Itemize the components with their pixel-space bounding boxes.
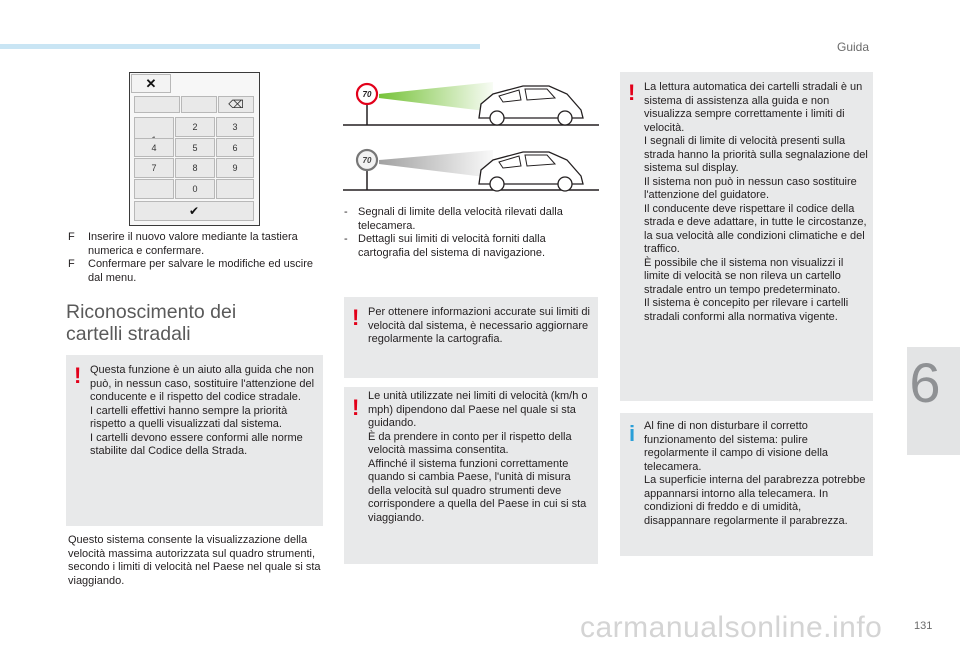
- warning-text: [644, 81, 872, 324]
- close-icon: ✕: [131, 74, 171, 93]
- warning-icon: !: [352, 395, 360, 420]
- sign-value: 70: [362, 156, 372, 165]
- warning-icon: !: [352, 305, 360, 330]
- warning-text: [90, 364, 320, 459]
- keypad-blank: [181, 96, 217, 113]
- dash-item: [344, 206, 596, 233]
- confirm-icon: ✔: [134, 201, 254, 221]
- warning-line: È da prendere in conto per il rispetto della velocità massima consentita.: [368, 430, 572, 456]
- sign-value: 70: [362, 90, 372, 99]
- camera-beam: [379, 150, 493, 178]
- warning-box: [344, 297, 598, 378]
- warning-line: Il sistema è concepito per rilevare i cartelli stradali conformi alla normativa vigente.: [644, 297, 849, 323]
- info-icon: i: [629, 421, 636, 446]
- info-text: [644, 420, 870, 528]
- warning-icon: !: [74, 363, 82, 388]
- watermark: carmanualsonline.info: [580, 611, 883, 644]
- warning-line: Questa funzione è un aiuto alla guida che non può, in nessun caso, sostituire l'attenzione del conducente e il rispetto del codice stradale.: [90, 364, 315, 403]
- numeric-keypad-illustration: [129, 72, 260, 226]
- warning-box: [344, 387, 598, 564]
- warning-line: I cartelli effettivi hanno sempre la priorità rispetto a quelli visualizzati dal sistema.: [90, 404, 288, 430]
- key-9: 9: [216, 158, 254, 178]
- key-6: 6: [216, 138, 254, 157]
- key-7: 7: [134, 158, 174, 178]
- keypad-instructions: [68, 231, 324, 285]
- heading-line: Riconoscimento dei: [66, 301, 237, 323]
- warning-line: Affinché il sistema funzioni correttamente quando si cambia Paese, l'unità di misura della velocità sul quadro strumenti deve corrispondere a quella del Paese in cui si sta viaggiando.: [368, 457, 587, 524]
- key-3: 3: [216, 117, 254, 137]
- speed-sign-illustration: [343, 74, 599, 204]
- key-4: 4: [134, 138, 174, 157]
- warning-line: È possibile che il sistema non visualizzi il limite di velocità se non rileva un cartello stradale entro un tempo predeterminato.: [644, 256, 844, 296]
- warning-line: Il conducente deve rispettare il codice della strada e deve adattare, in tutte le circostanze, la sua velocità alle condizioni climatiche e del traffico.: [644, 202, 867, 255]
- warning-icon: !: [628, 80, 636, 105]
- info-line: La superficie interna del parabrezza potrebbe appannarsi intorno alla telecamera. In condizioni di freddo e di umidità, disappannare regolarmente il parabrezza.: [644, 474, 866, 527]
- header-bar: [0, 44, 480, 49]
- dash-marker: -: [344, 206, 348, 218]
- keypad-blank: [134, 96, 180, 113]
- warning-line: Le unità utilizzate nei limiti di velocità (km/h o mph) dipendono dal Paese nel quale si sta guidando.: [368, 390, 588, 429]
- warning-text: [368, 390, 594, 525]
- backspace-icon: ⌫: [218, 96, 254, 113]
- camera-beam: [379, 82, 493, 112]
- dash-text: Dettagli sui limiti di velocità forniti dalla cartografia del sistema di navigazione.: [358, 233, 546, 259]
- warning-line: I cartelli devono essere conformi alle norme stabilite dal Codice della Strada.: [90, 431, 303, 457]
- info-line: Al fine di non disturbare il corretto funzionamento del sistema: pulire regolarmente il campo di visione della telecamera.: [644, 420, 829, 473]
- keypad-blank: [216, 179, 254, 199]
- bullet-text: Inserire il nuovo valore mediante la tastiera numerica e confermare.: [88, 231, 298, 257]
- dash-item: [344, 233, 596, 260]
- dash-text: Segnali di limite della velocità rilevati dalla telecamera.: [358, 206, 563, 232]
- speed-source-list: [344, 206, 596, 260]
- bullet-marker: F: [68, 231, 75, 243]
- page-number: 131: [914, 620, 933, 632]
- heading-line: cartelli stradali: [66, 323, 191, 345]
- bullet-item: [68, 231, 324, 258]
- bullet-item: [68, 258, 324, 285]
- info-box: [620, 413, 873, 556]
- warning-box: [620, 72, 873, 401]
- key-0: 0: [175, 179, 215, 199]
- warning-box: [66, 355, 323, 526]
- bullet-marker: F: [68, 258, 75, 270]
- warning-line: Il sistema non può in nessun caso sostituire l'attenzione del guidatore.: [644, 175, 857, 201]
- key-5: 5: [175, 138, 215, 157]
- chapter-number: 6: [909, 351, 941, 414]
- warning-line: La lettura automatica dei cartelli stradali è un sistema di assistenza alla guida e non visualizza sempre correttamente i limiti di velocità.: [644, 81, 863, 134]
- warning-text: Per ottenere informazioni accurate sui limiti di velocità dal sistema, è necessario aggiornare regolarmente la cartografia.: [368, 306, 590, 345]
- key-2: 2: [175, 117, 215, 137]
- body-paragraph: Questo sistema consente la visualizzazione della velocità massima autorizzata sul quadro strumenti, secondo i limiti di velocità nel Paese nel quale si sta viaggiando.: [68, 534, 321, 587]
- warning-line: I segnali di limite di velocità presenti sulla strada hanno la priorità sulla segnalazione del sistema sul display.: [644, 135, 868, 174]
- bullet-text: Confermare per salvare le modifiche ed uscire dal menu.: [88, 258, 313, 284]
- key-8: 8: [175, 158, 215, 178]
- section-heading: [66, 301, 316, 345]
- section-title: Guida: [837, 40, 870, 54]
- keypad-blank: [134, 179, 174, 199]
- dash-marker: -: [344, 233, 348, 245]
